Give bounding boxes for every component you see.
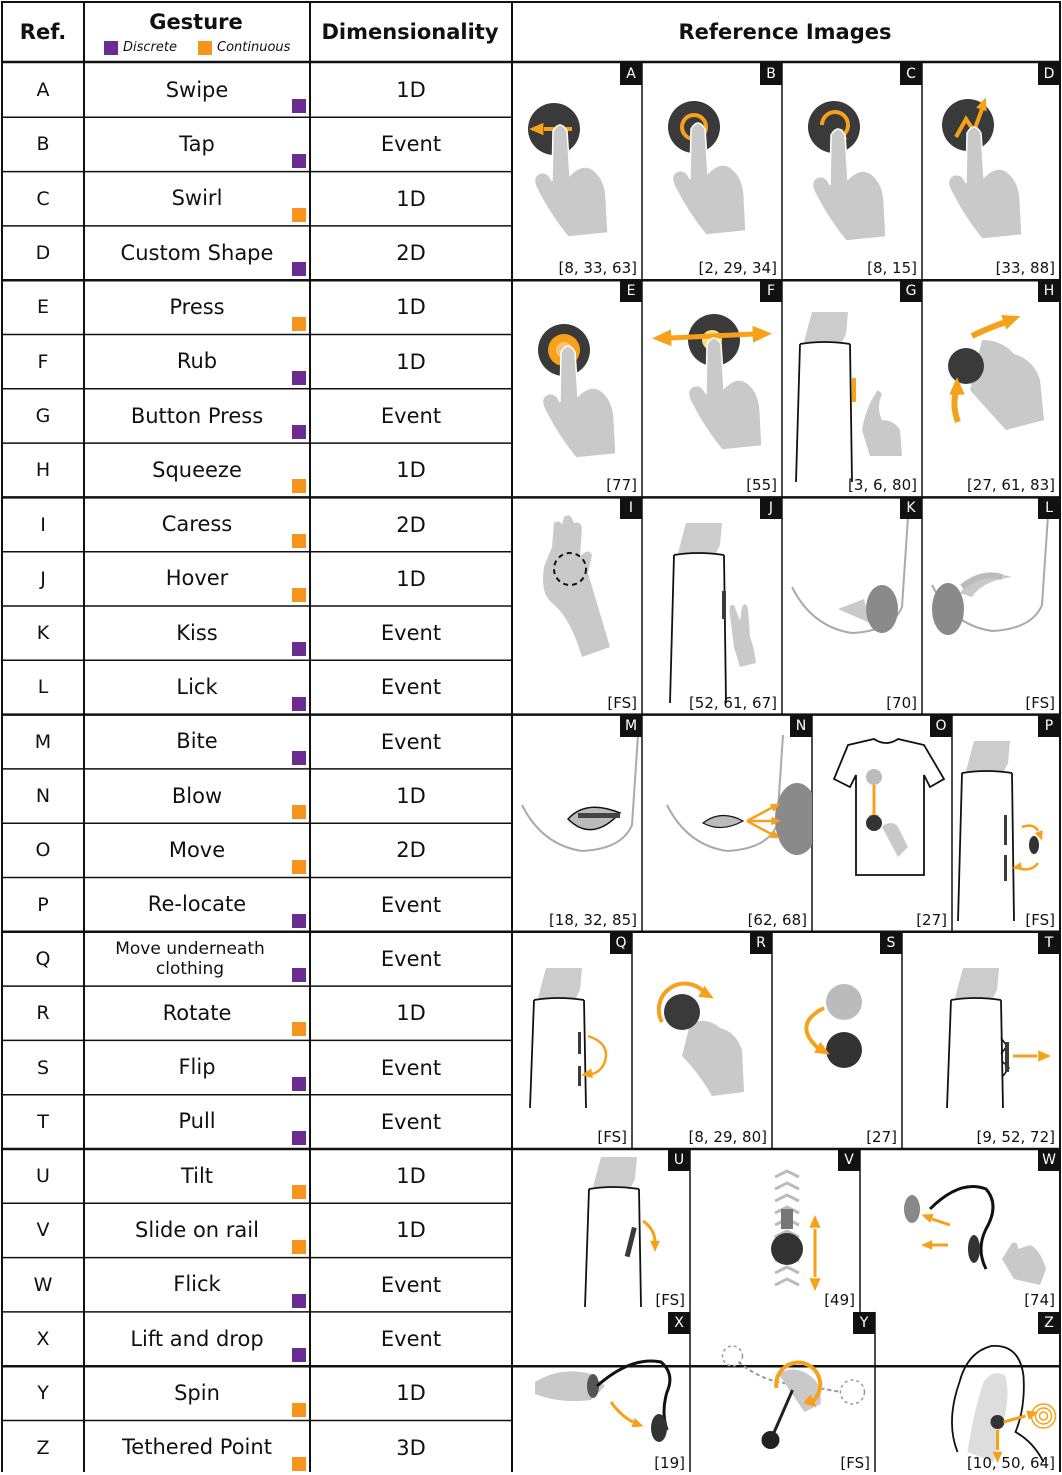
spin-illustration: [690, 1312, 875, 1475]
header-ref: Ref.: [19, 20, 67, 44]
dimensionality-b: Event: [380, 132, 442, 157]
header-reference-images: Reference Images: [678, 20, 892, 44]
panel-letter-e: E: [620, 280, 642, 302]
panel-letter-u: U: [668, 1149, 690, 1171]
gesture-name-t: Pull: [178, 1109, 216, 1134]
dimensionality-d: 2D: [396, 241, 426, 266]
citation-h: [27, 61, 83]: [966, 476, 1055, 495]
legend-discrete-label: Discrete: [123, 40, 177, 55]
panel-letter-i: I: [620, 497, 642, 519]
panel-letter-a: A: [620, 63, 642, 85]
dimensionality-q: Event: [380, 946, 442, 971]
reference-image-k: [782, 497, 922, 714]
citation-l: [FS]: [1025, 693, 1055, 712]
reference-image-f: [642, 280, 782, 497]
reference-image-r: [632, 932, 772, 1149]
liftdrop-illustration: [512, 1312, 690, 1475]
dimensionality-s: Event: [380, 1055, 442, 1080]
panel-letter-g: G: [900, 280, 922, 302]
flip-illustration: [772, 932, 902, 1149]
rail-illustration: [690, 1149, 860, 1312]
reference-image-h: [922, 280, 1060, 497]
ref-cell-p: P: [37, 893, 49, 916]
dimensionality-g: Event: [380, 403, 442, 428]
dimensionality-c: 1D: [396, 186, 426, 211]
ref-cell-c: C: [36, 187, 50, 210]
pull-illustration: [902, 932, 1060, 1149]
ref-cell-w: W: [33, 1273, 53, 1296]
ref-cell-i: I: [40, 513, 46, 536]
dimensionality-u: 1D: [396, 1164, 426, 1189]
gesture-name-x: Lift and drop: [130, 1326, 264, 1351]
dimensionality-r: 1D: [396, 1001, 426, 1026]
kiss-illustration: [782, 497, 922, 714]
gesture-name-a: Swipe: [165, 77, 229, 102]
ref-cell-m: M: [34, 730, 52, 753]
panel-letter-l: L: [1038, 497, 1060, 519]
ref-cell-x: X: [36, 1328, 50, 1351]
squeeze-illustration: [922, 280, 1060, 497]
reference-image-x: [512, 1312, 690, 1475]
button-illustration: [782, 280, 922, 497]
dimensionality-y: 1D: [396, 1381, 426, 1406]
gesture-name-k: Kiss: [176, 620, 218, 645]
reference-image-c: [782, 63, 922, 280]
ref-cell-j: J: [40, 567, 46, 590]
hover-illustration: [642, 497, 782, 714]
panel-letter-k: K: [900, 497, 922, 519]
reference-image-a: [512, 63, 642, 280]
reference-image-l: [922, 497, 1060, 714]
ref-cell-d: D: [35, 242, 51, 265]
gesture-name-l: Lick: [176, 675, 218, 700]
continuous-marker-u: [292, 1185, 306, 1199]
dimensionality-m: Event: [380, 729, 442, 754]
reference-image-u: [512, 1149, 690, 1312]
reference-image-d: [922, 63, 1060, 280]
citation-y: [FS]: [840, 1453, 870, 1472]
gesture-name-o: Move: [168, 837, 226, 862]
discrete-marker-q: [292, 968, 306, 982]
citation-a: [8, 33, 63]: [558, 259, 637, 278]
ref-cell-s: S: [36, 1056, 50, 1079]
reference-image-t: [902, 932, 1060, 1149]
citation-p: [FS]: [1025, 910, 1055, 929]
ref-cell-g: G: [35, 404, 51, 427]
panel-letter-t: T: [1038, 932, 1060, 954]
tap-illustration: [642, 63, 782, 280]
gesture-name-p: Re-locate: [147, 892, 247, 917]
reference-image-e: [512, 280, 642, 497]
reference-image-s: [772, 932, 902, 1149]
flick-illustration: [860, 1149, 1060, 1312]
dimensionality-a: 1D: [396, 78, 426, 103]
dimensionality-z: 3D: [396, 1435, 426, 1460]
ref-cell-t: T: [37, 1110, 49, 1133]
gesture-name-i: Caress: [161, 512, 233, 537]
citation-k: [70]: [886, 693, 917, 712]
reference-image-m: [512, 715, 642, 932]
reference-image-y: [690, 1312, 875, 1475]
ref-cell-y: Y: [37, 1382, 49, 1405]
dimensionality-k: Event: [380, 621, 442, 646]
ref-cell-k: K: [36, 622, 50, 645]
dimensionality-o: 2D: [396, 838, 426, 863]
continuous-marker-c: [292, 208, 306, 222]
reference-image-w: [860, 1149, 1060, 1312]
citation-w: [74]: [1024, 1290, 1055, 1309]
discrete-swatch: [104, 41, 118, 55]
discrete-marker-w: [292, 1294, 306, 1308]
bite-illustration: [512, 715, 642, 932]
panel-letter-x: X: [668, 1312, 690, 1334]
panel-letter-v: V: [838, 1149, 860, 1171]
discrete-marker-x: [292, 1348, 306, 1362]
panel-letter-p: P: [1038, 715, 1060, 737]
ref-cell-u: U: [36, 1165, 50, 1188]
ref-cell-b: B: [36, 133, 50, 156]
citation-e: [77]: [606, 476, 637, 495]
reference-image-v: [690, 1149, 860, 1312]
reference-image-j: [642, 497, 782, 714]
ref-cell-v: V: [36, 1219, 50, 1242]
relocate-illustration: [952, 715, 1060, 932]
dimensionality-e: 1D: [396, 295, 426, 320]
panel-letter-f: F: [760, 280, 782, 302]
legend-continuous-label: Continuous: [217, 40, 291, 55]
ref-cell-o: O: [35, 839, 51, 862]
citation-m: [18, 32, 85]: [548, 910, 637, 929]
citation-b: [2, 29, 34]: [698, 259, 777, 278]
panel-letter-y: Y: [853, 1312, 875, 1334]
ref-cell-h: H: [35, 459, 51, 482]
panel-letter-c: C: [900, 63, 922, 85]
continuous-marker-y: [292, 1403, 306, 1417]
panel-letter-z: Z: [1038, 1312, 1060, 1334]
panel-letter-d: D: [1038, 63, 1060, 85]
citation-j: [52, 61, 67]: [688, 693, 777, 712]
ref-cell-r: R: [36, 1002, 50, 1025]
dimensionality-h: 1D: [396, 458, 426, 483]
continuous-marker-i: [292, 534, 306, 548]
gesture-name-m: Bite: [176, 729, 218, 754]
discrete-marker-s: [292, 1077, 306, 1091]
gesture-name-f: Rub: [176, 349, 218, 374]
panel-letter-q: Q: [610, 932, 632, 954]
gesture-name-r: Rotate: [162, 1000, 232, 1025]
gesture-name-b: Tap: [179, 132, 215, 157]
citation-o: [27]: [916, 910, 947, 929]
ref-cell-a: A: [36, 79, 50, 102]
citation-v: [49]: [824, 1290, 855, 1309]
ref-cell-q: Q: [35, 947, 51, 970]
dimensionality-p: Event: [380, 892, 442, 917]
ref-cell-l: L: [37, 676, 49, 699]
underneath-illustration: [512, 932, 632, 1149]
reference-image-b: [642, 63, 782, 280]
gesture-name-n: Blow: [171, 783, 223, 808]
panel-letter-h: H: [1038, 280, 1060, 302]
dimensionality-w: Event: [380, 1272, 442, 1297]
citation-u: [FS]: [655, 1290, 685, 1309]
dimensionality-l: Event: [380, 675, 442, 700]
swipe-illustration: [512, 63, 642, 280]
gesture-name-y: Spin: [174, 1380, 220, 1405]
continuous-marker-z: [292, 1457, 306, 1471]
continuous-marker-j: [292, 588, 306, 602]
reference-image-i: [512, 497, 642, 714]
caress-illustration: [512, 497, 642, 714]
continuous-marker-o: [292, 860, 306, 874]
discrete-marker-l: [292, 697, 306, 711]
panel-letter-j: J: [760, 497, 782, 519]
move-illustration: [812, 715, 952, 932]
ref-cell-z: Z: [36, 1436, 50, 1459]
header-dimensionality: Dimensionality: [321, 20, 499, 44]
discrete-marker-f: [292, 371, 306, 385]
reference-image-q: [512, 932, 632, 1149]
press-illustration: [512, 280, 642, 497]
citation-n: [62, 68]: [747, 910, 807, 929]
tilt-illustration: [512, 1149, 690, 1312]
discrete-marker-a: [292, 99, 306, 113]
reference-image-p: [952, 715, 1060, 932]
gesture-name-j: Hover: [165, 566, 229, 591]
dimensionality-x: Event: [380, 1327, 442, 1352]
citation-q: [FS]: [597, 1127, 627, 1146]
panel-letter-o: O: [930, 715, 952, 737]
panel-letter-b: B: [760, 63, 782, 85]
gesture-name-c: Swirl: [171, 186, 223, 211]
gesture-name-v: Slide on rail: [135, 1218, 259, 1243]
dimensionality-f: 1D: [396, 349, 426, 374]
panel-letter-r: R: [750, 932, 772, 954]
panel-letter-n: N: [790, 715, 812, 737]
discrete-marker-k: [292, 642, 306, 656]
citation-r: [8, 29, 80]: [688, 1127, 767, 1146]
panel-letter-w: W: [1038, 1149, 1060, 1171]
reference-image-o: [812, 715, 952, 932]
dimensionality-i: 2D: [396, 512, 426, 537]
gesture-name-z: Tethered Point: [122, 1435, 272, 1460]
citation-g: [3, 6, 80]: [848, 476, 917, 495]
citation-s: [27]: [866, 1127, 897, 1146]
citation-c: [8, 15]: [867, 259, 917, 278]
gesture-name-q: Move underneath clothing: [115, 938, 265, 979]
discrete-marker-g: [292, 425, 306, 439]
blow-illustration: [642, 715, 812, 932]
discrete-marker-d: [292, 262, 306, 276]
citation-i: [FS]: [607, 693, 637, 712]
continuous-swatch: [198, 41, 212, 55]
panel-letter-m: M: [620, 715, 642, 737]
gesture-name-e: Press: [169, 294, 225, 319]
continuous-marker-e: [292, 317, 306, 331]
continuous-marker-v: [292, 1240, 306, 1254]
discrete-marker-t: [292, 1131, 306, 1145]
citation-x: [19]: [654, 1453, 685, 1472]
citation-f: [55]: [746, 476, 777, 495]
rub-illustration: [642, 280, 782, 497]
rotate-illustration: [632, 932, 772, 1149]
dimensionality-t: Event: [380, 1109, 442, 1134]
header-gesture: Gesture: [149, 10, 243, 34]
ref-cell-f: F: [37, 350, 49, 373]
discrete-marker-b: [292, 154, 306, 168]
discrete-marker-p: [292, 914, 306, 928]
reference-image-n: [642, 715, 812, 932]
tethered-illustration: [875, 1312, 1060, 1475]
continuous-marker-h: [292, 479, 306, 493]
reference-image-z: [875, 1312, 1060, 1475]
citation-t: [9, 52, 72]: [976, 1127, 1055, 1146]
swirl-illustration: [782, 63, 922, 280]
legend-continuous: [198, 40, 290, 55]
dimensionality-v: 1D: [396, 1218, 426, 1243]
discrete-marker-m: [292, 751, 306, 765]
legend-discrete: [104, 40, 177, 55]
gesture-name-u: Tilt: [180, 1163, 214, 1188]
continuous-marker-r: [292, 1022, 306, 1036]
citation-d: [33, 88]: [995, 259, 1055, 278]
dimensionality-n: 1D: [396, 784, 426, 809]
shape-illustration: [922, 63, 1060, 280]
lick-illustration: [922, 497, 1060, 714]
ref-cell-n: N: [35, 785, 51, 808]
gesture-name-g: Button Press: [130, 403, 264, 428]
dimensionality-j: 1D: [396, 566, 426, 591]
continuous-marker-n: [292, 805, 306, 819]
panel-letter-s: S: [880, 932, 902, 954]
gesture-name-d: Custom Shape: [120, 240, 274, 265]
gesture-name-h: Squeeze: [152, 457, 242, 482]
citation-z: [10, 50, 64]: [966, 1453, 1055, 1472]
gesture-name-s: Flip: [178, 1055, 216, 1080]
reference-image-g: [782, 280, 922, 497]
gesture-name-w: Flick: [173, 1272, 221, 1297]
ref-cell-e: E: [36, 296, 49, 319]
